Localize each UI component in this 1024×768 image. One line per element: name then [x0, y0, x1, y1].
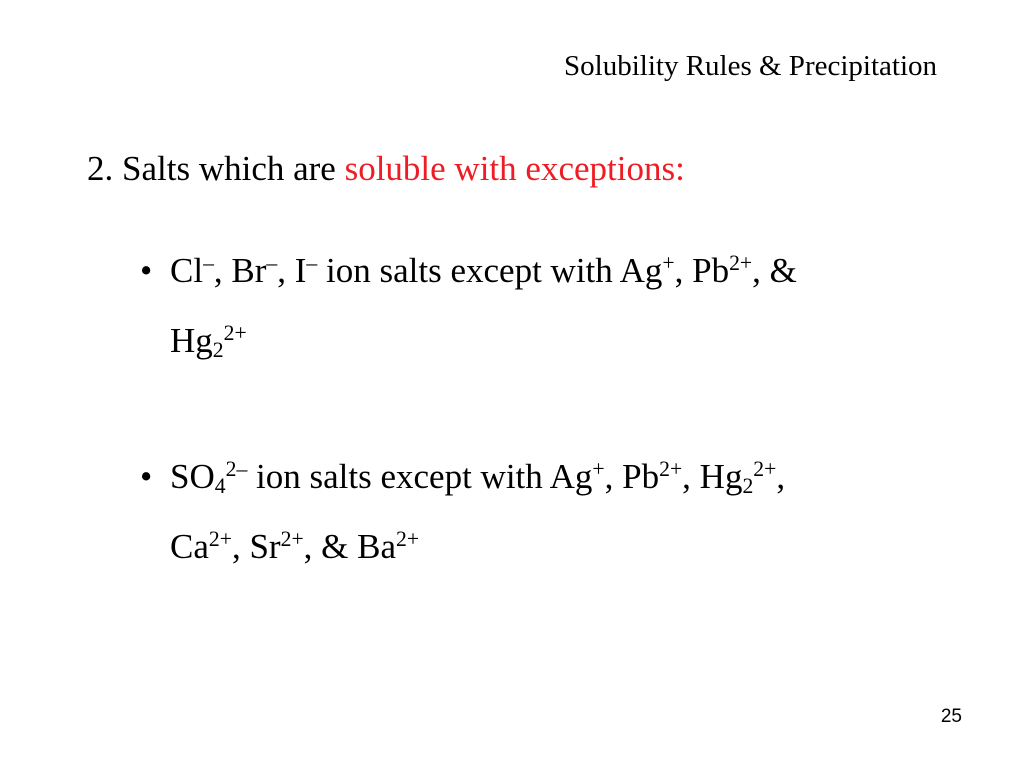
charge-ag: +: [662, 251, 675, 276]
subscript-hg: 2: [212, 338, 224, 363]
text-br: , Br: [213, 251, 267, 290]
slide-header-title: Solubility Rules & Precipitation: [564, 50, 937, 82]
charge-hg: 2+: [753, 457, 777, 482]
bullet-halide-salts: [140, 236, 940, 376]
page-number: 25: [940, 706, 962, 727]
subscript-so: 4: [214, 474, 226, 499]
text-pb: , Pb: [604, 457, 660, 496]
text-except-ag: ion salts except with Ag: [247, 457, 593, 496]
charge-ca: 2+: [208, 527, 232, 552]
text-amp: , &: [752, 251, 797, 290]
charge-hg: 2+: [223, 321, 247, 346]
text-so: SO: [170, 457, 215, 496]
text-i: , I: [277, 251, 307, 290]
charge-i: –: [306, 251, 318, 276]
charge-sr: 2+: [280, 527, 304, 552]
text-cl: Cl: [170, 251, 204, 290]
text-except-ag: ion salts except with Ag: [317, 251, 663, 290]
heading-accent: soluble with exceptions:: [344, 149, 685, 188]
text-hg: , Hg: [682, 457, 743, 496]
charge-so: 2–: [225, 457, 248, 482]
charge-pb: 2+: [659, 457, 683, 482]
charge-ba: 2+: [396, 527, 420, 552]
text-pb: , Pb: [674, 251, 730, 290]
charge-pb: 2+: [729, 251, 753, 276]
text-hg: Hg: [170, 321, 213, 360]
subscript-hg: 2: [742, 474, 754, 499]
section-heading: [87, 147, 685, 191]
heading-prefix: 2. Salts which are: [87, 149, 345, 188]
bullet-text: [170, 442, 940, 582]
bullet-dot: •: [140, 457, 153, 496]
charge-cl: –: [203, 251, 214, 276]
bullet-text: [170, 236, 940, 376]
text-comma: ,: [776, 457, 786, 496]
charge-ag: +: [592, 457, 605, 482]
text-ba: , & Ba: [303, 527, 397, 566]
text-sr: , Sr: [231, 527, 281, 566]
bullet-sulfate-salts: [140, 442, 940, 582]
bullet-dot: •: [140, 251, 153, 290]
charge-br: –: [266, 251, 278, 276]
text-ca: Ca: [170, 527, 209, 566]
